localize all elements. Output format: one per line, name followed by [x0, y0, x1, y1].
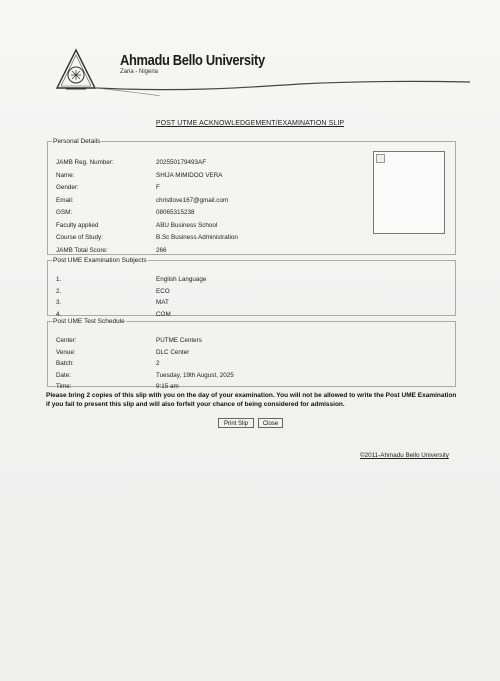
center-value: PUTME Centers [156, 337, 202, 344]
subject-name: ECO [156, 287, 170, 295]
exam-subjects-legend: Post UME Examination Subjects [53, 257, 147, 264]
jamb-reg-label: JAMB Reg. Number: [56, 159, 114, 166]
subject-number: 1. [56, 276, 62, 283]
venue-label: Venue: [56, 348, 76, 356]
subject-name: MAT [156, 299, 169, 306]
university-location: Zaria - Nigeria [120, 69, 159, 75]
gsm-value: 08065315238 [156, 209, 195, 216]
print-slip-button[interactable]: Print Slip [218, 418, 254, 428]
gender-label: Gender: [56, 184, 79, 191]
batch-label: Batch: [56, 360, 74, 367]
slip-title: POST UTME ACKNOWLEDGEMENT/EXAMINATION SLIP [155, 120, 345, 127]
exam-subjects-section [47, 257, 456, 316]
date-value: Tuesday, 19th August, 2025 [156, 371, 234, 379]
close-button[interactable]: Close [258, 418, 283, 428]
jamb-score-label: JAMB Total Score: [56, 246, 108, 254]
copyright-link[interactable]: ©2011-Ahmadu Bello University [360, 452, 449, 459]
jamb-reg-value: 202550179493AF [156, 159, 207, 166]
admission-notice: Please bring 2 copies of this slip with you on the day of your examination. You will not be allowed to write the Post UME Examination if you fail to present this slip and will also forfeit your chance of being considered for admission. [46, 392, 457, 408]
subject-number: 3. [56, 299, 62, 306]
university-name: Ahmadu Bello University [120, 52, 265, 69]
name-value: SHIJA MIMIDOO VERA [156, 171, 223, 179]
gsm-label: GSM: [56, 209, 73, 216]
faculty-value: ABU Business School [156, 221, 218, 229]
batch-value: 2 [156, 360, 160, 367]
faculty-label: Faculty applied [56, 221, 99, 229]
venue-value: DLC Center [156, 348, 190, 356]
test-schedule-legend: Post UME Test Schedule [53, 318, 125, 325]
subject-name: English Language [156, 276, 207, 283]
test-schedule-section [47, 318, 456, 390]
email-value: christlove167@gmail.com [156, 196, 229, 204]
personal-details-section [47, 138, 456, 255]
center-label: Center: [56, 337, 77, 344]
time-label: Time: [56, 383, 72, 390]
date-label: Date: [56, 371, 72, 379]
personal-details-legend: Personal Details [53, 138, 101, 145]
header-divider-curve [0, 78, 500, 108]
subject-number: 4. [56, 310, 62, 318]
course-value: B.Sc Business Administration [156, 234, 238, 241]
name-label: Name: [56, 171, 75, 179]
course-label: Course of Study: [56, 234, 103, 241]
broken-image-icon [376, 154, 385, 163]
time-value: 9:15 am [156, 383, 179, 390]
jamb-score-value: 266 [156, 246, 167, 254]
subject-number: 2. [56, 287, 62, 295]
subject-name: COM [156, 310, 171, 318]
passport-photo-placeholder [373, 151, 445, 234]
gender-value: F [156, 184, 160, 191]
email-label: Email: [56, 196, 74, 204]
